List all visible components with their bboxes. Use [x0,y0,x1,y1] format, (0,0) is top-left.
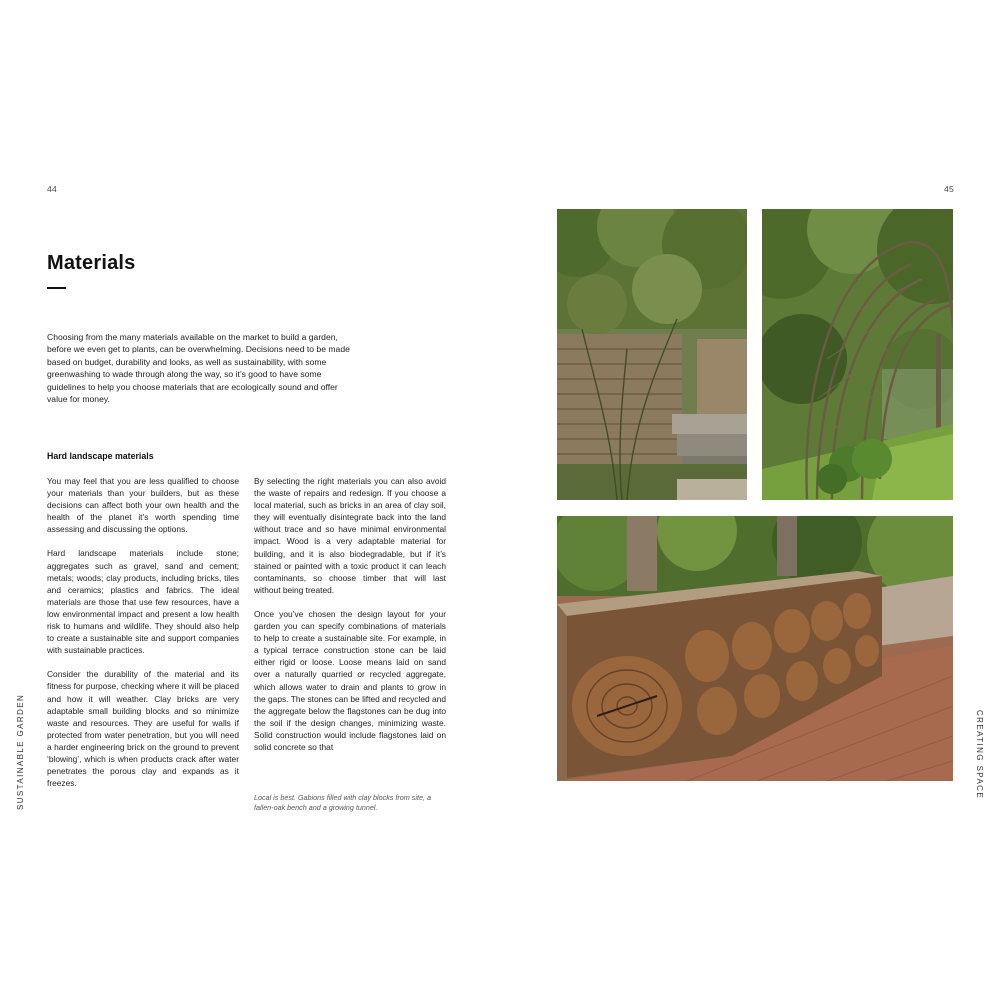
body-paragraph: Hard landscape materials include stone; aggregates such as gravel, sand and cement; metals; woods; clay products, including bricks, tiles and ceramics; plastics and fabrics. The ideal materials are those that use few resources, have a low environmental impact and present a low health risk to humans and wildlife. They should also help to create a sustainable site and support companies with sustainable practices. [47,548,239,656]
right-page-number: 45 [944,184,955,194]
text-column-2 [254,475,446,765]
photo-growing-tunnel [762,209,953,500]
right-side-label: CREATING SPACE [975,710,984,800]
body-paragraph: By selecting the right materials you can also avoid the waste of repairs and redesign. If you choose a local material, such as bricks in an area of clay soil, they will eventually disintegrate back into the land without trace and so have minimal environmental impact. Wood is a very adaptable material for building, and it is also biodegradable, but if it’s stained or painted with a toxic product it can leach contaminants, so choose timber that will last without being treated. [254,476,446,595]
text-column-1 [47,475,239,801]
body-paragraph: Once you’ve chosen the design layout for your garden you can specify combinations of materials to help to create a sustainable site. For example, in a typical terrace construction stone can be laid either rigid or loose. Loose means laid on sand over a naturally quarried or recycled aggregate, which allows water to drain and plants to grow in the gaps. The stones can be lifted and recycled and the aggregate below the flagstones can be dug into the soil if the design changes, minimizing waste. Solid construction would include flagstones laid on solid concrete so that [254,608,446,752]
body-paragraph: You may feel that you are less qualified to choose your materials than your builders, but as these decisions can affect both your own health and the health of the planet it’s worth spending time assessing and discussing the options. [47,476,239,535]
left-page-number: 44 [47,184,58,194]
photo-gabion-wall [557,209,747,500]
photo-caption: Local is best. Gabions filled with clay blocks from site, a fallen-oak bench and a growing tunnel. [254,793,431,812]
article-title: Materials [47,252,136,274]
photo-oak-bench [557,516,953,781]
title-rule [47,287,66,289]
intro-paragraph: Choosing from the many materials available on the market to build a garden, before we even get to plants, can be overwhelming. Decisions need to be made based on budget, durability and looks, as well as sustainability, with some greenwashing to wade through along the way, so it’s good to have some guidelines to help you choose materials that are ecologically sound and offer value for money. [47,332,350,405]
body-paragraph: Consider the durability of the material and its fitness for purpose, checking where it will be placed and how it will weather. Clay bricks are very adaptable small building blocks and so minimize waste and resources. They are useful for walls if protected from water penetration, but you will need a harder engineering brick on the ground to prevent ‘blowing’, which is when products crack after water penetrates the porous clay and expands as it freezes. [47,669,239,789]
section-subheading: Hard landscape materials [47,451,154,461]
left-side-label: SUSTAINABLE GARDEN [16,693,25,810]
